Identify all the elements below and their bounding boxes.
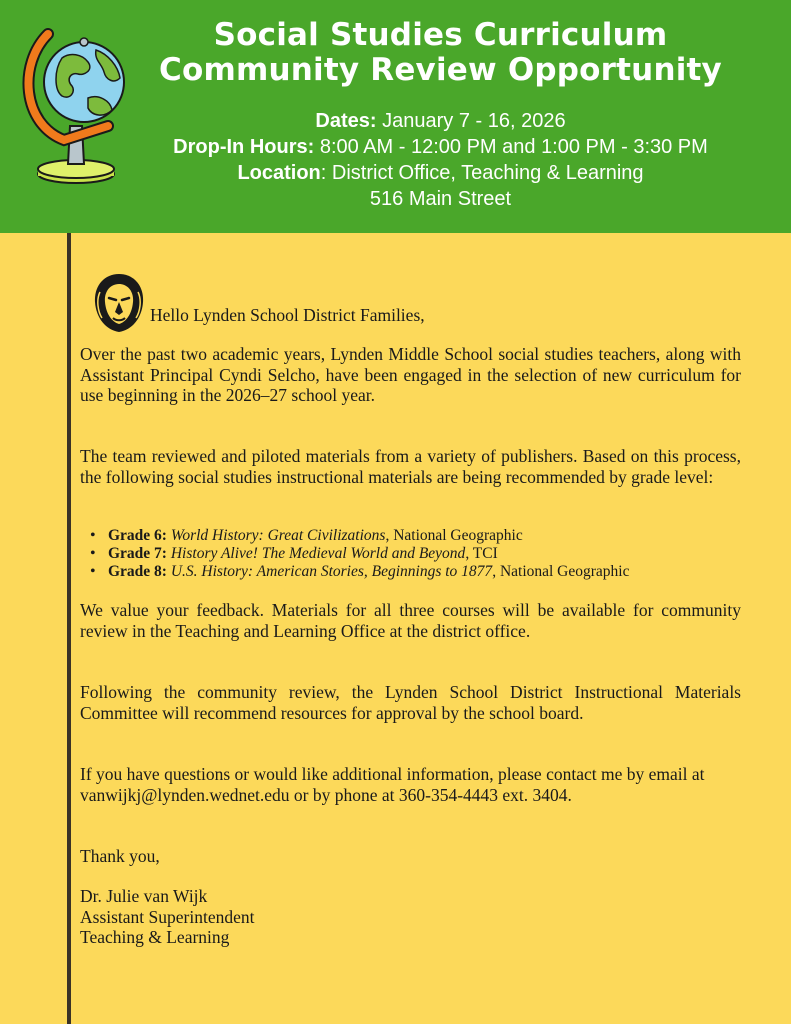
title-line-1: Social Studies Curriculum — [213, 17, 668, 53]
location-value: : District Office, Teaching & Learning — [320, 162, 644, 184]
paragraph-4: Following the community review, the Lynden School District Instructional Materials Committee will recommend resources for approval by the school board. — [80, 682, 741, 723]
page-title — [100, 18, 781, 88]
dates-value: January 7 - 16, 2026 — [376, 110, 566, 132]
book-title: U.S. History: American Stories, Beginnings to 1877 — [170, 563, 493, 580]
title-line-2: Community Review Opportunity — [159, 52, 722, 88]
signer-department: Teaching & Learning — [80, 927, 230, 947]
hours-row — [100, 134, 781, 160]
signer-name: Dr. Julie van Wijk — [80, 886, 208, 906]
dates-label: Dates: — [315, 110, 377, 132]
address-row: 516 Main Street — [369, 188, 512, 210]
paragraph-3: We value your feedback. Materials for all three courses will be available for community review in the Teaching and Learning Office at the district office. — [80, 600, 741, 641]
header-banner — [0, 0, 791, 233]
greeting: Hello Lynden School District Families, — [150, 305, 425, 325]
grade-label: Grade 7: — [108, 545, 167, 562]
hours-value: 8:00 AM - 12:00 PM and 1:00 PM - 3:30 PM — [314, 136, 708, 158]
event-details — [100, 108, 781, 212]
list-item — [106, 563, 746, 581]
closing: Thank you, — [80, 846, 160, 866]
hours-label: Drop-In Hours: — [173, 136, 315, 158]
location-label: Location — [237, 162, 321, 184]
list-item — [106, 527, 746, 545]
lion-icon — [92, 272, 146, 334]
publisher: , TCI — [465, 545, 498, 562]
dates-row — [100, 108, 781, 134]
book-title: History Alive! The Medieval World and Beyond — [170, 545, 466, 562]
list-item — [106, 545, 746, 563]
grade-label: Grade 6: — [108, 527, 167, 544]
grade-label: Grade 8: — [108, 563, 167, 580]
signature-block — [80, 886, 741, 948]
left-rule — [67, 233, 71, 1024]
book-title: World History: Great Civilizations — [170, 527, 386, 544]
paragraph-1: Over the past two academic years, Lynden Middle School social studies teachers, along with Assistant Principal Cyndi Selcho, have been engaged in the selection of new curriculum for use beginning in the 2026–27 school year. — [80, 344, 741, 405]
publisher: , National Geographic — [492, 563, 630, 580]
publisher: , National Geographic — [385, 527, 523, 544]
paragraph-2: The team reviewed and piloted materials from a variety of publishers. Based on this process, the following social studies instructional materials are being recommended by grade level: — [80, 446, 741, 487]
grade-list — [106, 527, 746, 581]
signer-title: Assistant Superintendent — [80, 906, 255, 927]
location-row — [100, 160, 781, 186]
paragraph-5: If you have questions or would like additional information, please contact me by email at vanwijkj@lynden.wednet.edu or by phone at 360-354-4443 ext. 3404. — [80, 764, 705, 805]
